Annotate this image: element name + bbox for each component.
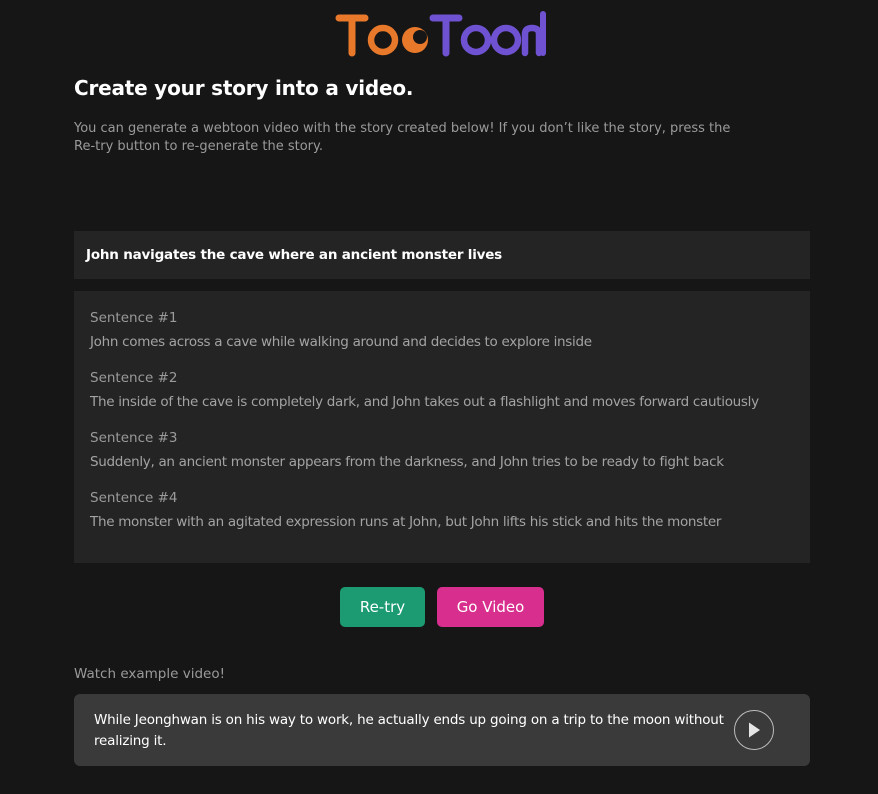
sentence-label: Sentence #4 [90,490,178,506]
example-video-text: While Jeonghwan is on his way to work, he actually ends up going on a trip to the moon without realizing it. [94,712,724,749]
page-title: Create your story into a video. [74,76,414,100]
sentences-panel [74,291,810,563]
sentence-label: Sentence #1 [90,310,178,326]
play-icon [746,721,762,739]
example-video-card[interactable] [74,694,810,766]
sentence-item [90,369,794,429]
sentence-label: Sentence #2 [90,370,178,386]
sentence-item [90,489,794,549]
tootoon-logo [335,8,551,58]
story-title: John navigates the cave where an ancient monster lives [86,247,503,263]
sentence-text: The monster with an agitated expression runs at John, but John lifts his stick and hits the monster [90,514,722,530]
story-title-bar [74,231,810,279]
play-button[interactable] [734,710,774,750]
example-video-label: Watch example video! [74,666,226,682]
sentence-item [90,309,794,369]
sentence-item [90,429,794,489]
sentence-label: Sentence #3 [90,430,178,446]
sentence-text: The inside of the cave is completely dark, and John takes out a flashlight and moves forward cautiously [90,394,759,410]
page-description: You can generate a webtoon video with the story created below! If you don’t like the story, press the Re-try button to re-generate the story. [74,121,731,154]
sentence-text: John comes across a cave while walking around and decides to explore inside [90,334,592,350]
retry-button[interactable]: Re-try [340,587,425,627]
go-video-button[interactable]: Go Video [437,587,544,627]
sentence-text: Suddenly, an ancient monster appears from the darkness, and John tries to be ready to fight back [90,454,724,470]
